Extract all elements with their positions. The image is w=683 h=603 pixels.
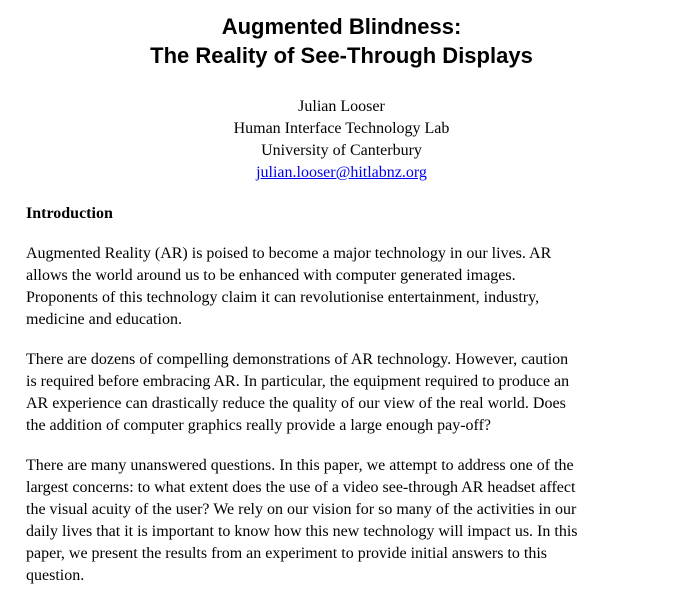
paragraph-line: question. — [26, 567, 85, 584]
paragraph-3 — [26, 455, 666, 587]
paragraph-line: allows the world around us to be enhanced with computer generated images. — [26, 267, 516, 284]
paragraph-2 — [26, 349, 666, 437]
paragraph-line: is required before embracing AR. In particular, the equipment required to produce an — [26, 373, 570, 390]
author-lab: Human Interface Technology Lab — [233, 120, 450, 137]
paragraph-line: medicine and education. — [26, 311, 182, 328]
paragraph-1 — [26, 243, 666, 331]
paper-title — [0, 12, 683, 70]
paragraph-line: the visual acuity of the user? We rely on our vision for so many of the activities in our — [26, 501, 577, 518]
title-line-2: The Reality of See-Through Displays — [150, 43, 533, 68]
author-block — [0, 96, 683, 184]
section-heading-introduction: Introduction — [26, 205, 113, 222]
author-university: University of Canterbury — [261, 142, 422, 159]
paragraph-line: Proponents of this technology claim it can revolutionise entertainment, industry, — [26, 289, 540, 306]
paragraph-line: largest concerns: to what extent does the use of a video see-through AR headset affect — [26, 479, 576, 496]
author-email-link[interactable]: julian.looser@hitlabnz.org — [256, 164, 427, 181]
paragraph-line: the addition of computer graphics really provide a large enough pay-off? — [26, 417, 492, 434]
author-name: Julian Looser — [298, 98, 385, 115]
paragraph-line: AR experience can drastically reduce the quality of our view of the real world. Does — [26, 395, 566, 412]
paragraph-line: There are many unanswered questions. In this paper, we attempt to address one of the — [26, 457, 574, 474]
paragraph-line: Augmented Reality (AR) is poised to become a major technology in our lives. AR — [26, 245, 552, 262]
paragraph-line: daily lives that it is important to know how this new technology will impact us. In this — [26, 523, 578, 540]
title-line-1: Augmented Blindness: — [221, 14, 462, 39]
paragraph-line: There are dozens of compelling demonstrations of AR technology. However, caution — [26, 351, 569, 368]
paragraph-line: paper, we present the results from an experiment to provide initial answers to this — [26, 545, 547, 562]
